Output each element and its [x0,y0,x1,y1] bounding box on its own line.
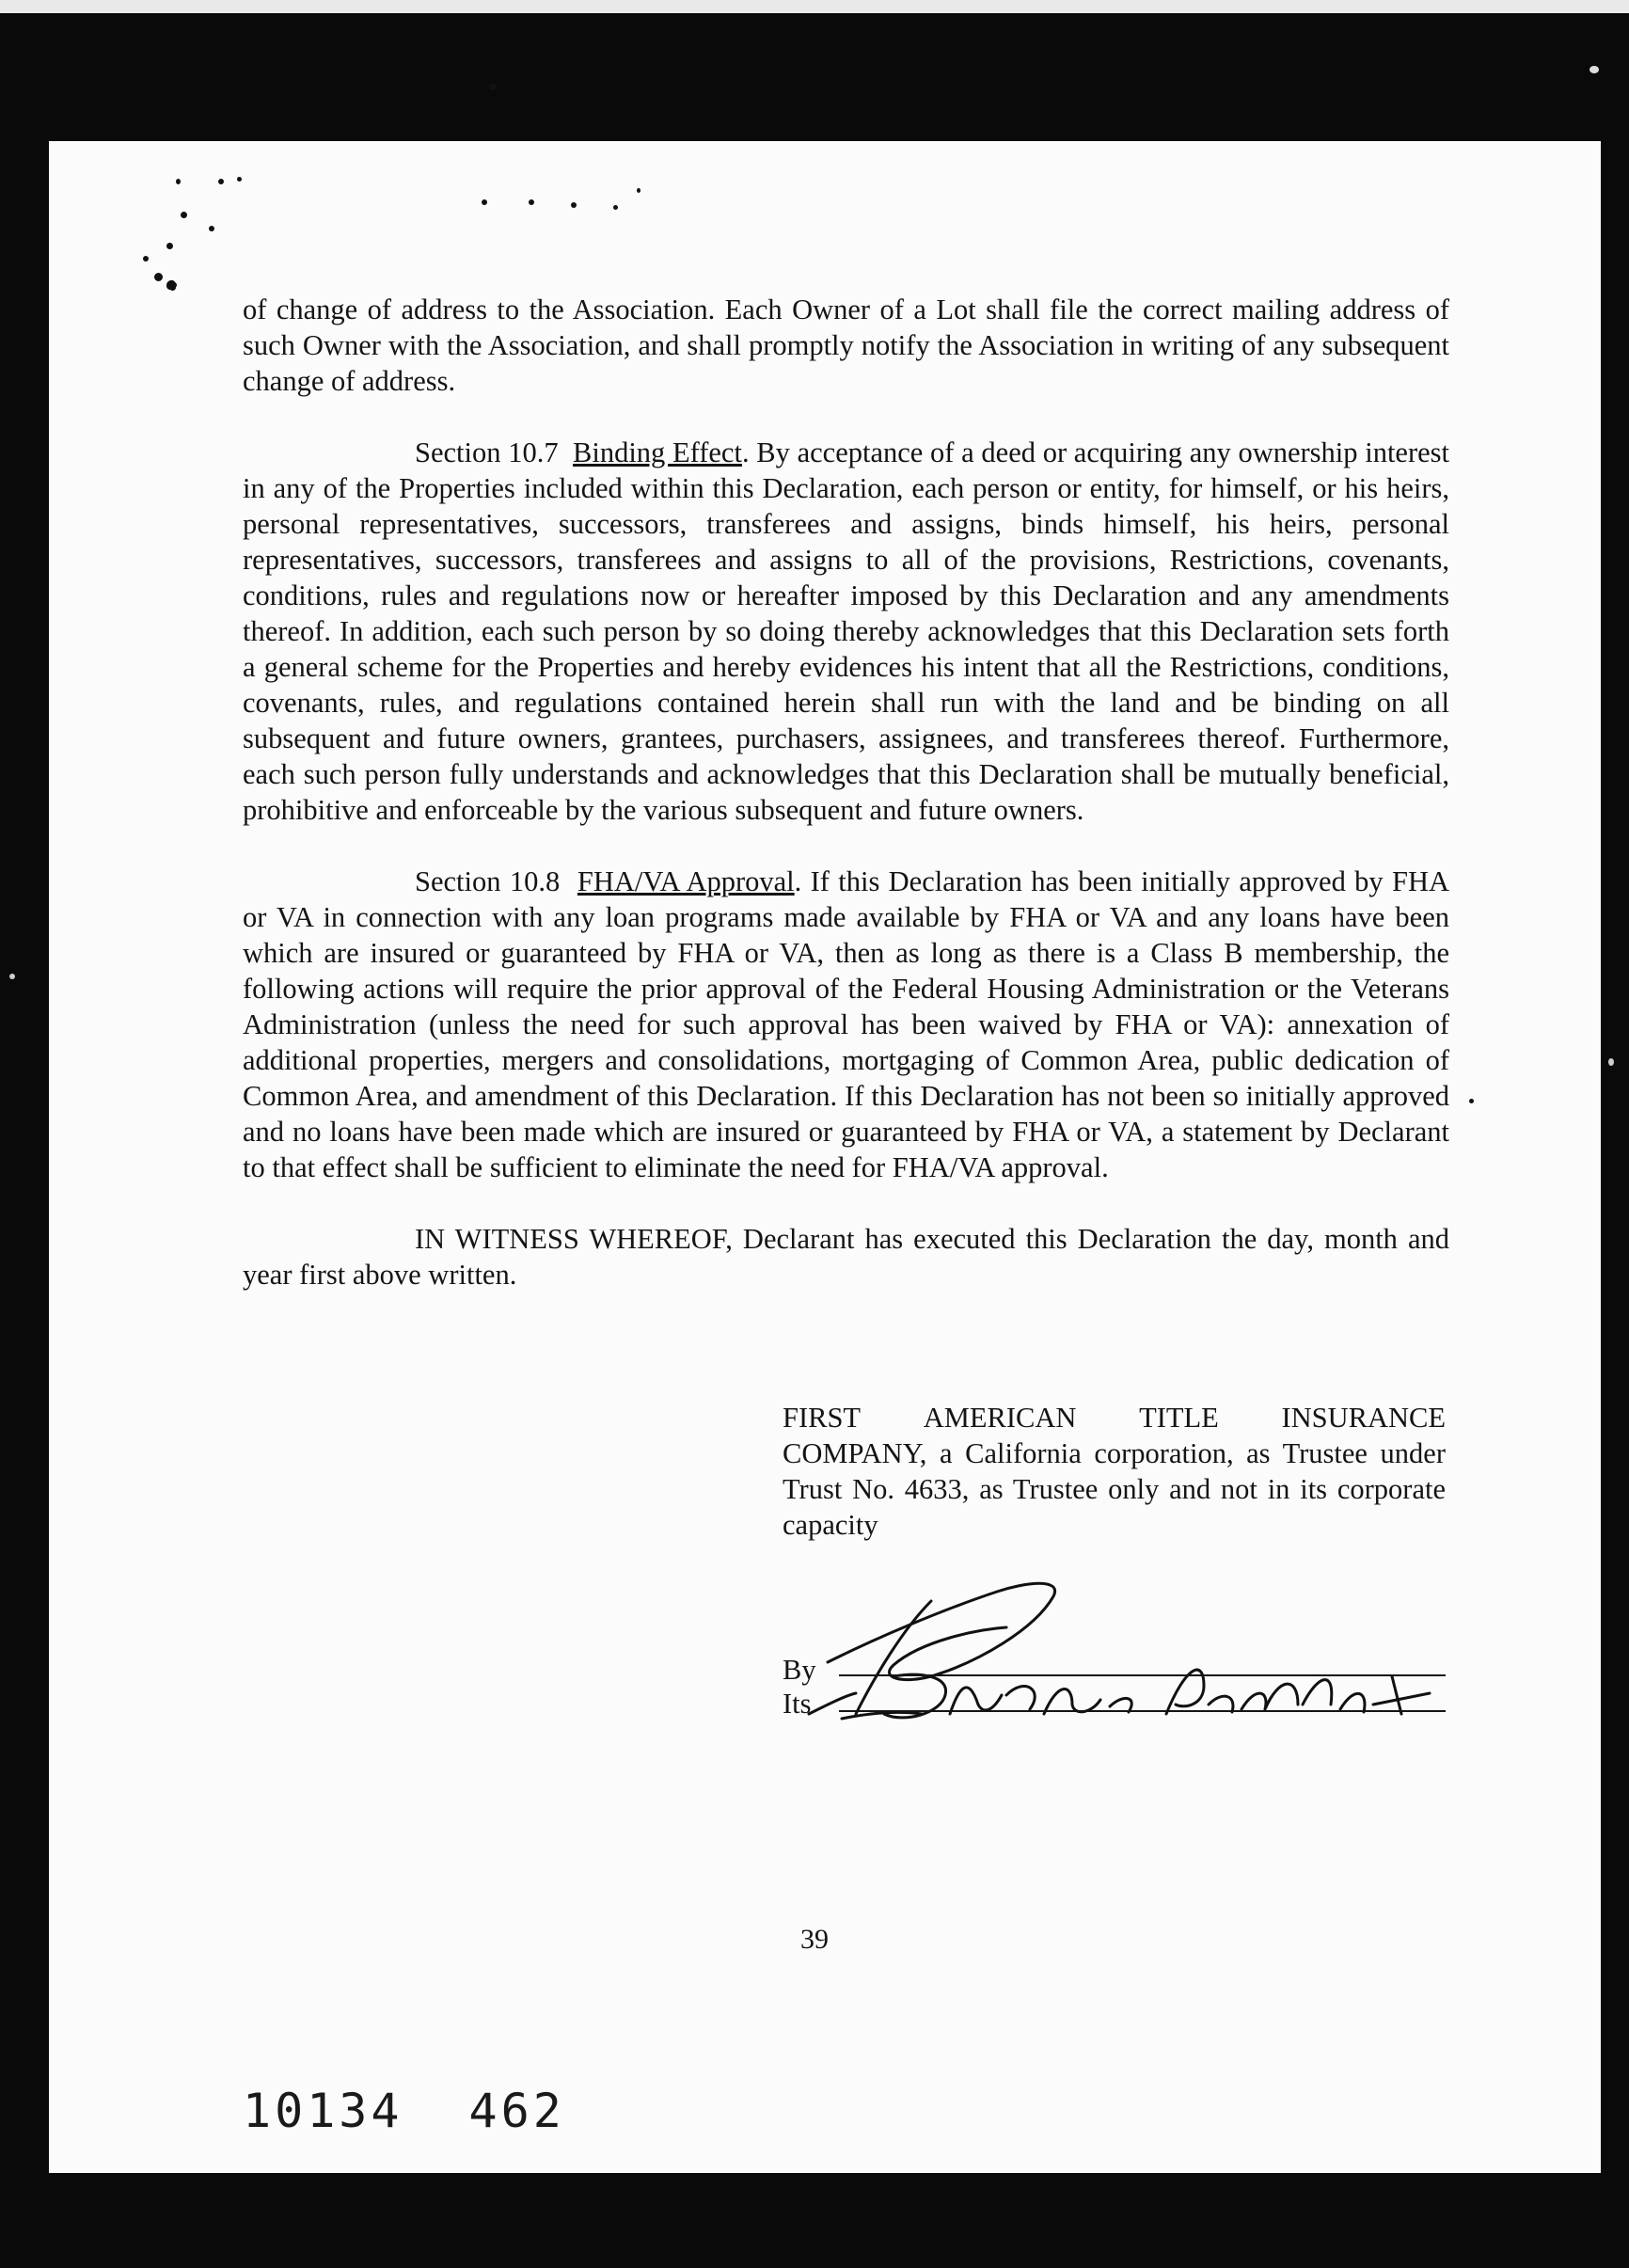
section-title-fha-va-approval: FHA/VA Approval [577,865,795,897]
document-body [243,292,1449,1293]
scan-speck [637,188,641,193]
company-description: COMPANY, a California corporation, as Trustee under Trust No. 4633, as Trustee only and not in its corporate capacity [783,1437,1446,1541]
paragraph-in-witness-whereof: IN WITNESS WHEREOF, Declarant has executed this Declaration the day, month and year first above written. [243,1223,1449,1291]
signatory-company [783,1400,1446,1543]
page-number: 39 [800,1924,829,1955]
by-signature-line [839,1674,1446,1676]
scan-speck [1469,1099,1474,1103]
signatory-block [783,1400,1446,1543]
its-title-line [839,1710,1446,1712]
scan-speck [154,273,163,281]
its-label: Its [783,1688,812,1720]
scan-speck [613,205,618,210]
section-number: Section 10.8 [415,865,561,897]
section-number: Section 10.7 [415,436,559,468]
paragraph-change-of-address: of change of address to the Association. Each Owner of a Lot shall file the correct mailing address of such Owner with the Association, and shall promptly notify the Association in writing of any subsequent change of address. [243,293,1449,397]
company-name-line [783,1400,1446,1435]
scan-speck [1589,66,1599,73]
paragraph-section-10-7 [243,435,1449,828]
scan-speck [482,199,487,205]
scan-speck [167,282,175,290]
paragraph-section-10-8 [243,864,1449,1185]
scan-speck [571,202,577,208]
company-word: FIRST [783,1402,862,1434]
section-title-binding-effect: Binding Effect [573,436,742,468]
scan-speck [489,83,497,90]
scan-speck [529,199,534,205]
scan-speck [143,256,149,262]
scan-speck [9,974,15,979]
section-text: . By acceptance of a deed or acquiring any ownership interest in any of the Properties included within this Declaration, each person or entity, for himself, or his heirs, personal representatives, successors, transferees and assigns, binds himself, his heirs, personal representatives, successors, transferees and assigns to all of the provisions, Restrictions, covenants, conditions, rules and regulations now or hereafter imposed by this Declaration and any amendments thereof. In addition, each such person by so doing thereby acknowledges that this Declaration sets forth a general scheme for the Properties and hereby evidences his intent that all the Restrictions, conditions, covenants, rules, and regulations contained herein shall run with the land and be binding on all subsequent and future owners, grantees, purchasers, assignees, and transferees thereof. Furthermore, each such person fully understands and acknowledges that this Declaration shall be mutually beneficial, prohibitive and enforceable by the various subsequent and future owners. [243,436,1449,826]
company-word: INSURANCE [1281,1402,1446,1434]
recording-book-number: 10134 [243,2084,403,2138]
scan-speck [176,179,181,184]
recording-stamp [243,2084,631,2138]
company-word: AMERICAN [923,1402,1077,1434]
scan-speck [1608,1058,1614,1066]
by-label: By [783,1654,816,1686]
scan-top-strip [0,0,1629,13]
scan-speck [209,226,214,231]
scan-speck [218,179,224,184]
scan-speck [237,177,242,182]
recording-page-number: 462 [468,2084,565,2138]
scan-speck [166,243,173,249]
scan-speck [181,212,187,218]
company-word: TITLE [1139,1402,1219,1434]
signature-lines [783,1654,1446,1738]
section-text: . If this Declaration has been initially approved by FHA or VA in connection with any loan programs made available by FHA or VA and any loans have been which are insured or guaranteed by FHA or VA, then as long as there is a Class B membership, the following actions will require the prior approval of the Federal Housing Administration or the Veterans Administration (unless the need for such approval has been waived by FHA or VA): annexation of additional properties, mergers and consolidations, mortgaging of Common Area, public dedication of Common Area, and amendment of this Declaration. If this Declaration has not been so initially approved and no loans have been made which are insured or guaranteed by FHA or VA, a statement by Declarant to that effect shall be sufficient to eliminate the need for FHA/VA approval. [243,865,1449,1183]
